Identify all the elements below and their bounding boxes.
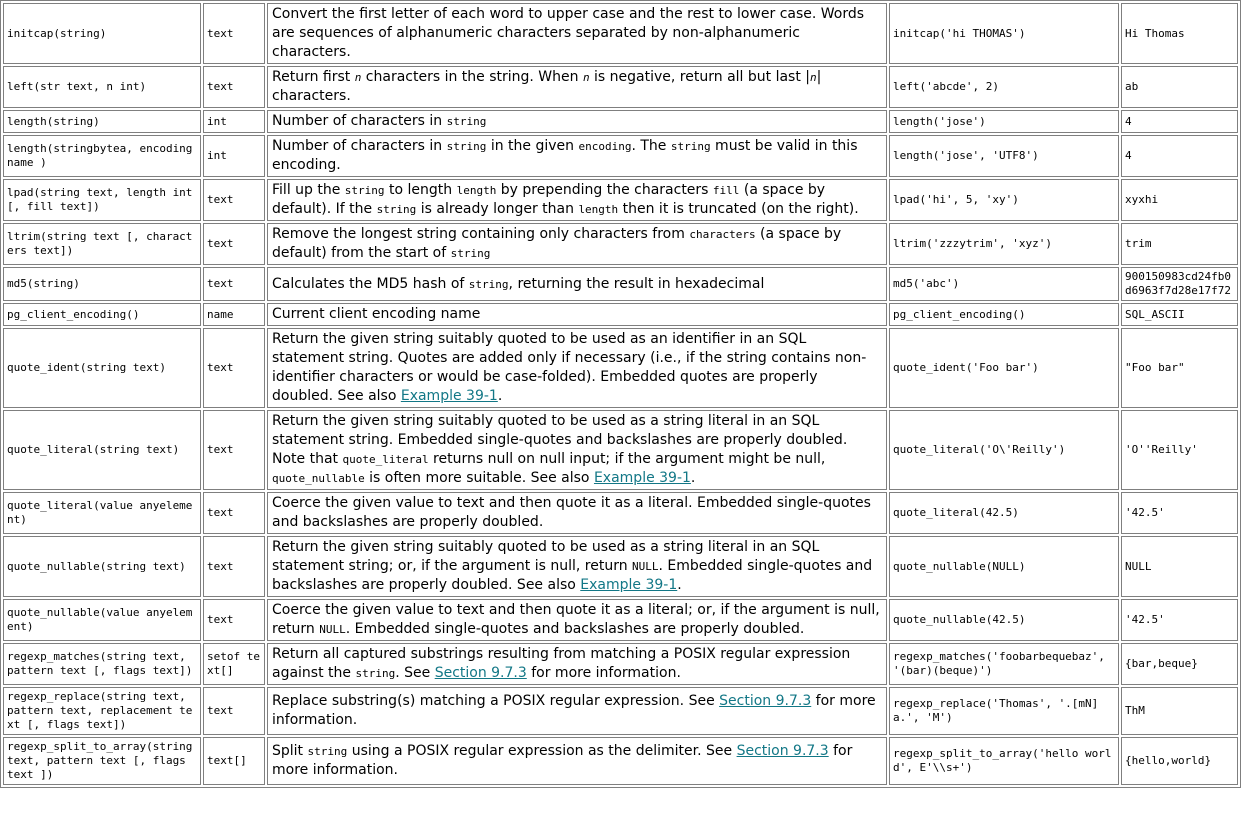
description-text: (a space by default) from the start of bbox=[272, 226, 842, 261]
return-type-cell: text bbox=[203, 267, 265, 301]
description-text: Convert the first letter of each word to upper case and the rest to lower case. Words are sequences of alphanumeric characters separated by non-alphanumeric characters. bbox=[272, 6, 865, 60]
inline-code: quote_literal bbox=[342, 453, 429, 466]
return-type-cell: text bbox=[203, 687, 265, 735]
result-cell: {hello,world} bbox=[1121, 737, 1238, 785]
function-cell: length(stringbytea, encoding name ) bbox=[3, 135, 201, 177]
function-cell: length(string) bbox=[3, 110, 201, 133]
description-cell bbox=[267, 135, 887, 177]
inline-code: length bbox=[456, 184, 497, 197]
table-row bbox=[3, 328, 1238, 408]
return-type-cell: text bbox=[203, 536, 265, 597]
inline-code: string bbox=[450, 247, 491, 260]
table-row bbox=[3, 492, 1238, 534]
inline-code: string bbox=[344, 184, 385, 197]
description-cell bbox=[267, 536, 887, 597]
table-row bbox=[3, 179, 1238, 221]
example-cell: left('abcde', 2) bbox=[889, 66, 1119, 108]
description-text: by prepending the characters bbox=[496, 182, 713, 198]
inline-code: string bbox=[307, 745, 348, 758]
description-text: Number of characters in bbox=[272, 113, 447, 129]
example-cell: initcap('hi THOMAS') bbox=[889, 3, 1119, 64]
table-row bbox=[3, 135, 1238, 177]
description-text: Current client encoding name bbox=[272, 306, 481, 322]
result-cell: trim bbox=[1121, 223, 1238, 265]
description-text: Calculates the MD5 hash of bbox=[272, 275, 469, 292]
description-text: . bbox=[677, 577, 682, 593]
parameter-name: n bbox=[810, 71, 817, 84]
inline-code: string bbox=[670, 140, 711, 153]
table-row bbox=[3, 223, 1238, 265]
table-row bbox=[3, 66, 1238, 108]
description-text: (a space by default). If the bbox=[272, 182, 826, 217]
description-cell bbox=[267, 492, 887, 534]
example-cell: regexp_matches('foobarbequebaz', '(bar)(beque)') bbox=[889, 643, 1119, 685]
function-cell: regexp_matches(string text, pattern text [, flags text]) bbox=[3, 643, 201, 685]
return-type-cell: text bbox=[203, 410, 265, 490]
table-row bbox=[3, 3, 1238, 64]
inline-code: quote_nullable bbox=[272, 472, 365, 485]
description-cell bbox=[267, 110, 887, 133]
return-type-cell: text bbox=[203, 328, 265, 408]
return-type-cell: name bbox=[203, 303, 265, 326]
description-text: Fill up the bbox=[272, 182, 345, 198]
description-cell bbox=[267, 3, 887, 64]
description-cell bbox=[267, 223, 887, 265]
description-text: Replace substring(s) matching a POSIX regular expression. See bbox=[272, 693, 720, 709]
description-cell bbox=[267, 66, 887, 108]
return-type-cell: text[] bbox=[203, 737, 265, 785]
description-text: is negative, return all but last | bbox=[589, 69, 810, 85]
function-cell: regexp_replace(string text, pattern text, replacement text [, flags text]) bbox=[3, 687, 201, 735]
return-type-cell: text bbox=[203, 223, 265, 265]
function-cell: md5(string) bbox=[3, 267, 201, 301]
description-text: . See bbox=[395, 665, 435, 681]
doc-link[interactable]: Example 39-1 bbox=[593, 470, 691, 486]
function-cell: ltrim(string text [, characters text]) bbox=[3, 223, 201, 265]
doc-link[interactable]: Section 9.7.3 bbox=[736, 743, 829, 759]
description-text: Number of characters in bbox=[272, 138, 447, 154]
result-cell: 4 bbox=[1121, 110, 1238, 133]
result-cell: "Foo bar" bbox=[1121, 328, 1238, 408]
description-text: . bbox=[690, 470, 696, 486]
inline-code: string bbox=[376, 203, 417, 216]
result-cell: 900150983cd24fb0d6963f7d28e17f72 bbox=[1121, 267, 1238, 301]
description-cell bbox=[267, 737, 887, 785]
inline-code: NULL bbox=[319, 623, 346, 636]
function-cell: quote_literal(string text) bbox=[3, 410, 201, 490]
inline-code: NULL bbox=[632, 560, 659, 573]
description-text: returns null on null input; if the argument might be null, bbox=[428, 451, 826, 467]
example-cell: length('jose', 'UTF8') bbox=[889, 135, 1119, 177]
return-type-cell: text bbox=[203, 3, 265, 64]
example-cell: length('jose') bbox=[889, 110, 1119, 133]
description-cell bbox=[267, 303, 887, 326]
inline-code: characters bbox=[689, 228, 756, 241]
table-row bbox=[3, 110, 1238, 133]
example-cell: regexp_replace('Thomas', '.[mN]a.', 'M') bbox=[889, 687, 1119, 735]
description-text: must be valid in this encoding. bbox=[272, 138, 858, 173]
result-cell: ThM bbox=[1121, 687, 1238, 735]
description-text: , returning the result in hexadecimal bbox=[508, 275, 765, 292]
table-row bbox=[3, 643, 1238, 685]
function-cell: initcap(string) bbox=[3, 3, 201, 64]
return-type-cell: text bbox=[203, 179, 265, 221]
inline-code: fill bbox=[712, 184, 740, 197]
description-text: Remove the longest string containing only characters from bbox=[272, 226, 690, 242]
inline-code: length bbox=[578, 203, 619, 216]
description-text: for more information. bbox=[526, 665, 681, 681]
function-cell: regexp_split_to_array(string text, pattern text [, flags text ]) bbox=[3, 737, 201, 785]
description-text: using a POSIX regular expression as the delimiter. See bbox=[347, 743, 737, 759]
parameter-name: n bbox=[354, 71, 362, 84]
table-row bbox=[3, 687, 1238, 735]
result-cell: '42.5' bbox=[1121, 492, 1238, 534]
description-text: Return the given string suitably quoted to be used as a string literal in an SQL statement string; or, if the argument is null, return bbox=[272, 539, 820, 574]
description-text: . Embedded single-quotes and backslashes are properly doubled. bbox=[345, 621, 805, 637]
return-type-cell: int bbox=[203, 135, 265, 177]
description-cell bbox=[267, 328, 887, 408]
function-cell: pg_client_encoding() bbox=[3, 303, 201, 326]
description-text: for more information. bbox=[272, 693, 876, 728]
table-row bbox=[3, 410, 1238, 490]
table-row bbox=[3, 737, 1238, 785]
result-cell: xyxhi bbox=[1121, 179, 1238, 221]
result-cell: NULL bbox=[1121, 536, 1238, 597]
return-type-cell: setof text[] bbox=[203, 643, 265, 685]
inline-code: string bbox=[446, 115, 487, 128]
doc-link[interactable]: Section 9.7.3 bbox=[434, 665, 527, 681]
description-cell bbox=[267, 179, 887, 221]
description-text: . The bbox=[631, 138, 671, 154]
function-cell: quote_ident(string text) bbox=[3, 328, 201, 408]
table-row bbox=[3, 536, 1238, 597]
description-text: characters in the string. When bbox=[361, 69, 583, 85]
function-cell: quote_nullable(value anyelement) bbox=[3, 599, 201, 641]
table-row bbox=[3, 599, 1238, 641]
parameter-name: n bbox=[582, 71, 590, 84]
result-cell: 'O''Reilly' bbox=[1121, 410, 1238, 490]
example-cell: quote_nullable(NULL) bbox=[889, 536, 1119, 597]
doc-link[interactable]: Example 39-1 bbox=[580, 577, 678, 593]
result-cell: '42.5' bbox=[1121, 599, 1238, 641]
description-text: Return first bbox=[272, 69, 355, 85]
inline-code: encoding bbox=[578, 140, 632, 153]
table-body bbox=[3, 3, 1238, 785]
description-text: Split bbox=[272, 743, 308, 759]
table-row bbox=[3, 303, 1238, 326]
example-cell: quote_ident('Foo bar') bbox=[889, 328, 1119, 408]
description-text: to length bbox=[384, 182, 457, 198]
return-type-cell: text bbox=[203, 66, 265, 108]
description-cell bbox=[267, 643, 887, 685]
description-text: Coerce the given value to text and then quote it as a literal. Embedded single-quotes and backslashes are properly doubled. bbox=[272, 495, 871, 530]
function-cell: lpad(string text, length int [, fill text]) bbox=[3, 179, 201, 221]
table-row bbox=[3, 267, 1238, 301]
description-text: Coerce the given value to text and then quote it as a literal; or, if the argument is null, return bbox=[272, 602, 880, 637]
example-cell: quote_literal(42.5) bbox=[889, 492, 1119, 534]
doc-link[interactable]: Example 39-1 bbox=[400, 388, 498, 404]
function-cell: quote_nullable(string text) bbox=[3, 536, 201, 597]
function-cell: left(str text, n int) bbox=[3, 66, 201, 108]
result-cell: Hi Thomas bbox=[1121, 3, 1238, 64]
result-cell: 4 bbox=[1121, 135, 1238, 177]
return-type-cell: text bbox=[203, 599, 265, 641]
example-cell: md5('abc') bbox=[889, 267, 1119, 301]
description-text: in the given bbox=[486, 138, 579, 154]
example-cell: quote_literal('O\'Reilly') bbox=[889, 410, 1119, 490]
description-text: then it is truncated (on the right). bbox=[618, 201, 859, 217]
description-cell bbox=[267, 687, 887, 735]
inline-code: string bbox=[446, 140, 487, 153]
description-text: | characters. bbox=[272, 69, 822, 104]
result-cell: SQL_ASCII bbox=[1121, 303, 1238, 326]
description-text: for more information. bbox=[272, 743, 853, 778]
description-cell bbox=[267, 267, 887, 301]
description-text: . Embedded single-quotes and backslashes are properly doubled. See also bbox=[272, 558, 873, 593]
description-cell bbox=[267, 410, 887, 490]
description-text: Return the given string suitably quoted to be used as a string literal in an SQL statement string. Embedded single-quotes and backslashes are properly doubled. Note that bbox=[272, 413, 848, 467]
result-cell: {bar,beque} bbox=[1121, 643, 1238, 685]
description-text: is already longer than bbox=[416, 201, 579, 217]
description-text: . bbox=[497, 388, 503, 404]
return-type-cell: text bbox=[203, 492, 265, 534]
example-cell: lpad('hi', 5, 'xy') bbox=[889, 179, 1119, 221]
description-text: Return all captured substrings resulting from matching a POSIX regular expression against the bbox=[272, 646, 851, 681]
example-cell: ltrim('zzzytrim', 'xyz') bbox=[889, 223, 1119, 265]
return-type-cell: int bbox=[203, 110, 265, 133]
description-text: Return the given string suitably quoted to be used as an identifier in an SQL statement string. Quotes are added only if necessary (i.e., if the string contains non-identifier characters or would be case-folded). Embedded quotes are properly doubled. See also bbox=[272, 331, 867, 404]
inline-code: string bbox=[468, 277, 509, 291]
description-text: is often more suitable. See also bbox=[364, 470, 594, 486]
example-cell: regexp_split_to_array('hello world', E'\\s+') bbox=[889, 737, 1119, 785]
doc-link[interactable]: Section 9.7.3 bbox=[719, 693, 812, 709]
example-cell: quote_nullable(42.5) bbox=[889, 599, 1119, 641]
example-cell: pg_client_encoding() bbox=[889, 303, 1119, 326]
result-cell: ab bbox=[1121, 66, 1238, 108]
function-cell: quote_literal(value anyelement) bbox=[3, 492, 201, 534]
inline-code: string bbox=[355, 667, 396, 680]
description-cell bbox=[267, 599, 887, 641]
